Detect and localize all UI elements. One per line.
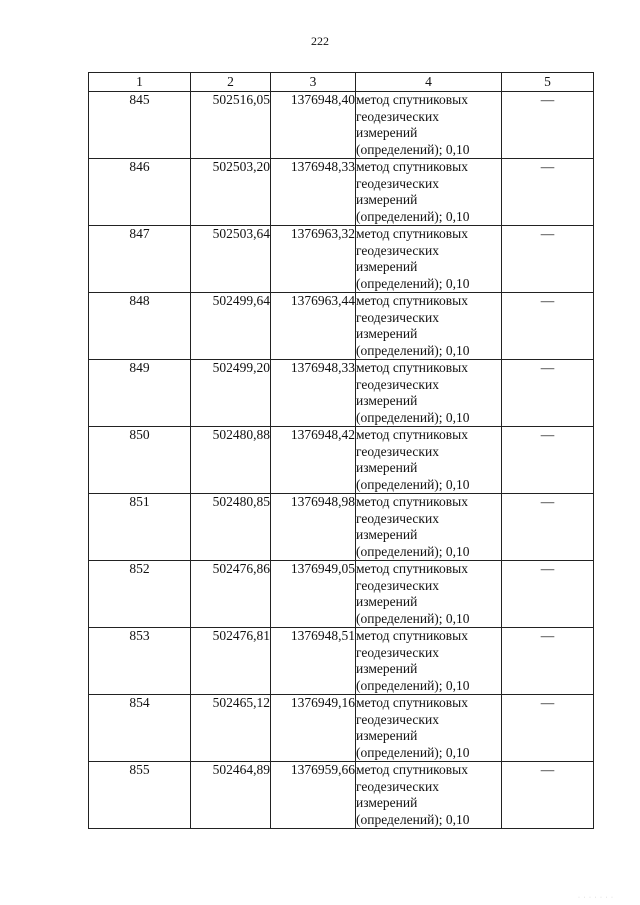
- coordinate-x-cell: 502503,64: [191, 226, 271, 293]
- coordinate-y-cell: 1376948,40: [271, 92, 356, 159]
- point-number-cell: 852: [89, 561, 191, 628]
- method-text-line: геодезических: [356, 108, 439, 124]
- header-cell-5: 5: [502, 73, 594, 92]
- method-text-line: геодезических: [356, 443, 439, 459]
- method-text-line: (определений); 0,10: [356, 476, 470, 492]
- method-text-line: (определений); 0,10: [356, 744, 470, 760]
- point-number-cell: 848: [89, 293, 191, 360]
- method-text-line: измерений: [356, 326, 418, 341]
- table-row: [89, 360, 594, 427]
- method-text-line: геодезических: [356, 242, 439, 258]
- coordinate-y-cell: 1376948,42: [271, 427, 356, 494]
- coordinates-table: [88, 72, 594, 829]
- point-number-cell: 845: [89, 92, 191, 159]
- page-number: 222: [311, 34, 329, 48]
- method-text-line: (определений); 0,10: [356, 811, 470, 827]
- method-text-line: измерений: [356, 594, 418, 609]
- point-number-cell: 846: [89, 159, 191, 226]
- method-text-line: измерений: [356, 393, 418, 408]
- method-text-line: геодезических: [356, 175, 439, 191]
- header-cell-2: 2: [191, 73, 271, 92]
- coordinate-x-cell: 502480,88: [191, 427, 271, 494]
- point-number-cell: 853: [89, 628, 191, 695]
- method-cell: [356, 427, 502, 494]
- coordinate-y-cell: 1376963,32: [271, 226, 356, 293]
- header-cell-3: 3: [271, 73, 356, 92]
- coordinate-y-cell: 1376949,05: [271, 561, 356, 628]
- point-number-cell: 850: [89, 427, 191, 494]
- method-cell: [356, 494, 502, 561]
- header-cell-4: 4: [356, 73, 502, 92]
- method-cell: [356, 92, 502, 159]
- point-number-cell: 854: [89, 695, 191, 762]
- method-cell: [356, 159, 502, 226]
- method-text-line: геодезических: [356, 577, 439, 593]
- method-text-line: метод спутниковых: [356, 561, 468, 576]
- column-5-cell: —: [502, 762, 594, 829]
- point-number-cell: 851: [89, 494, 191, 561]
- method-text-line: измерений: [356, 125, 418, 140]
- method-text-line: геодезических: [356, 376, 439, 392]
- method-cell: [356, 762, 502, 829]
- column-5-cell: —: [502, 427, 594, 494]
- coordinate-y-cell: 1376948,98: [271, 494, 356, 561]
- method-text-line: (определений); 0,10: [356, 543, 470, 559]
- method-cell: [356, 293, 502, 360]
- method-text-line: геодезических: [356, 644, 439, 660]
- point-number-cell: 847: [89, 226, 191, 293]
- method-cell: [356, 695, 502, 762]
- coordinate-y-cell: 1376963,44: [271, 293, 356, 360]
- method-text-line: (определений); 0,10: [356, 677, 470, 693]
- method-text-line: измерений: [356, 460, 418, 475]
- method-text-line: измерений: [356, 661, 418, 676]
- coordinate-x-cell: 502476,81: [191, 628, 271, 695]
- table-row: [89, 561, 594, 628]
- coordinate-x-cell: 502503,20: [191, 159, 271, 226]
- method-text-line: метод спутниковых: [356, 293, 468, 308]
- header-row: [89, 73, 594, 92]
- method-text-line: (определений); 0,10: [356, 409, 470, 425]
- method-text-line: метод спутниковых: [356, 226, 468, 241]
- method-text-line: (определений); 0,10: [356, 610, 470, 626]
- method-cell: [356, 226, 502, 293]
- table-row: [89, 427, 594, 494]
- method-text-line: измерений: [356, 192, 418, 207]
- point-number-cell: 855: [89, 762, 191, 829]
- table-row: [89, 695, 594, 762]
- method-cell: [356, 561, 502, 628]
- column-5-cell: —: [502, 226, 594, 293]
- method-text-line: измерений: [356, 728, 418, 743]
- table-row: [89, 762, 594, 829]
- column-5-cell: —: [502, 494, 594, 561]
- method-cell: [356, 628, 502, 695]
- column-5-cell: —: [502, 293, 594, 360]
- coordinate-y-cell: 1376949,16: [271, 695, 356, 762]
- method-text-line: метод спутниковых: [356, 628, 468, 643]
- method-text-line: геодезических: [356, 711, 439, 727]
- method-text-line: метод спутниковых: [356, 695, 468, 710]
- method-text-line: метод спутниковых: [356, 360, 468, 375]
- method-text-line: измерений: [356, 259, 418, 274]
- coordinate-x-cell: 502499,20: [191, 360, 271, 427]
- method-text-line: метод спутниковых: [356, 92, 468, 107]
- header-cell-1: 1: [89, 73, 191, 92]
- method-text-line: (определений); 0,10: [356, 275, 470, 291]
- table-header: [89, 73, 594, 92]
- method-text-line: метод спутниковых: [356, 494, 468, 509]
- method-text-line: геодезических: [356, 510, 439, 526]
- column-5-cell: —: [502, 159, 594, 226]
- column-5-cell: —: [502, 628, 594, 695]
- method-text-line: измерений: [356, 527, 418, 542]
- coordinate-x-cell: 502476,86: [191, 561, 271, 628]
- method-text-line: метод спутниковых: [356, 762, 468, 777]
- coordinate-x-cell: 502516,05: [191, 92, 271, 159]
- method-text-line: (определений); 0,10: [356, 208, 470, 224]
- coordinate-y-cell: 1376948,51: [271, 628, 356, 695]
- method-text-line: (определений); 0,10: [356, 342, 470, 358]
- coordinate-y-cell: 1376948,33: [271, 159, 356, 226]
- coordinate-x-cell: 502464,89: [191, 762, 271, 829]
- coordinate-y-cell: 1376948,33: [271, 360, 356, 427]
- table-body: [89, 92, 594, 829]
- method-text-line: (определений); 0,10: [356, 141, 470, 157]
- method-text-line: геодезических: [356, 778, 439, 794]
- column-5-cell: —: [502, 561, 594, 628]
- column-5-cell: —: [502, 360, 594, 427]
- table-row: [89, 226, 594, 293]
- method-text-line: геодезических: [356, 309, 439, 325]
- table-row: [89, 92, 594, 159]
- method-cell: [356, 360, 502, 427]
- scan-artifact: · · · · · · ·: [578, 895, 614, 901]
- coordinate-x-cell: 502480,85: [191, 494, 271, 561]
- table-row: [89, 494, 594, 561]
- coordinate-x-cell: 502465,12: [191, 695, 271, 762]
- coordinate-x-cell: 502499,64: [191, 293, 271, 360]
- method-text-line: метод спутниковых: [356, 427, 468, 442]
- method-text-line: измерений: [356, 795, 418, 810]
- coordinate-y-cell: 1376959,66: [271, 762, 356, 829]
- point-number-cell: 849: [89, 360, 191, 427]
- column-5-cell: —: [502, 695, 594, 762]
- column-5-cell: —: [502, 92, 594, 159]
- table-row: [89, 159, 594, 226]
- table-row: [89, 293, 594, 360]
- method-text-line: метод спутниковых: [356, 159, 468, 174]
- table-row: [89, 628, 594, 695]
